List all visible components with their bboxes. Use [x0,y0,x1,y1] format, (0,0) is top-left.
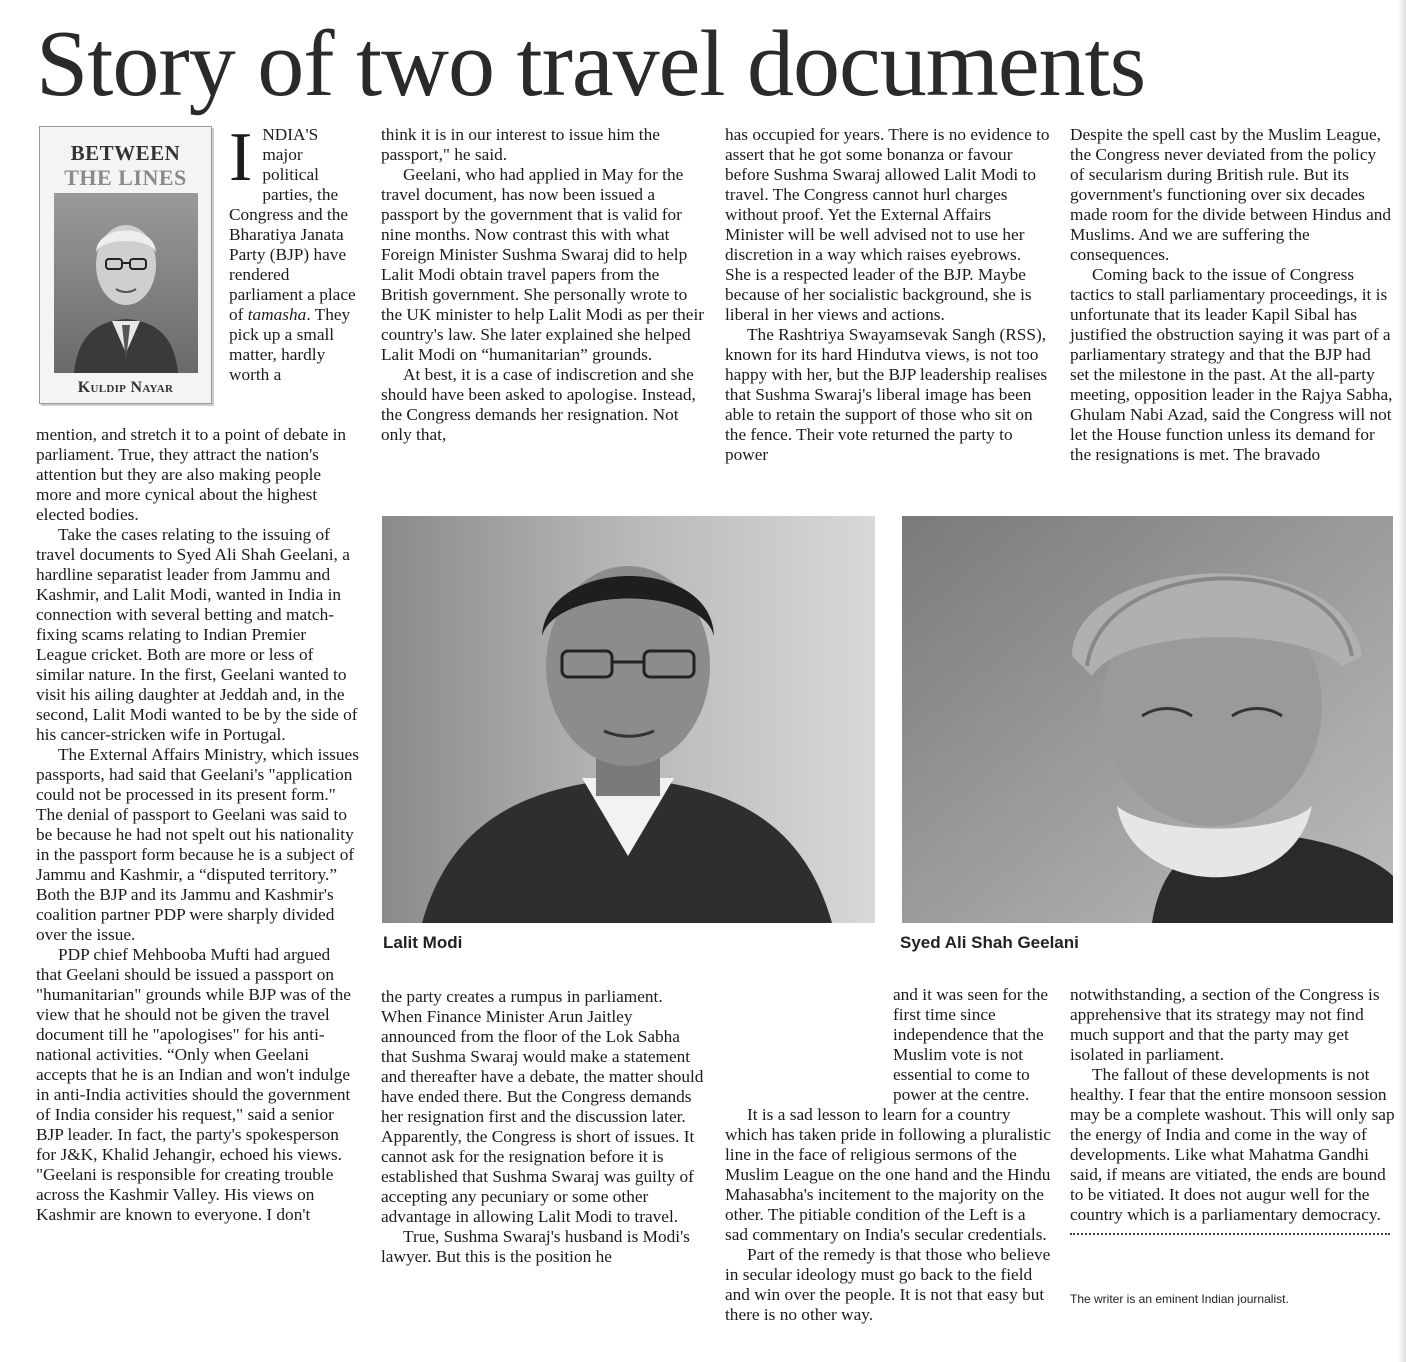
paragraph: the party creates a rumpus in parliament. When Finance Minister Arun Jaitley announced from the floor of the Lok Sabha that Sushma Swaraj would make a statement and thereafter have a debate, the matter should have ended there. But the Congress demands her resignation first and the discussion later. Apparently, the Congress is short of issues. It cannot ask for the resignation before it is established that Sushma Swaraj was guilty of accepting any pecuniary or some other advantage in allowing Lalit Modi to travel. [381,987,704,1226]
drop-cap: I [229,119,253,196]
writer-note: The writer is an eminent Indian journalist. [1070,1292,1289,1306]
article-col1-bottom [36,425,360,1225]
article-lead-text-end: . They pick up a small matter, hardly worth a [229,305,351,384]
paragraph: Coming back to the issue of Congress tactics to stall parliamentary proceedings, it is unfortunate that its leader Kapil Sibal has justified the obstruction saying it was part of a parliamentary strategy and that the BJP had set the milestone in the past. At the all-party meeting, opposition leader in the Rajya Sabha, Ghulam Nabi Azad, said the Congress will not let the House function unless its demand for the resignations is met. The bravado [1070,265,1393,464]
end-divider [1070,1233,1390,1235]
paragraph: The fallout of these developments is not healthy. I fear that the entire monsoon session may be a complete washout. This will only sap the energy of India and come in the way of developments. Like what Mahatma Gandhi said, if means are vitiated, the ends are bound to be vitiated. It does not augur well for the country which is a parliamentary democracy. [1070,1065,1395,1224]
article-lead-emphasis: tamasha [247,305,307,324]
headline: Story of two travel documents [36,12,1146,116]
paragraph: and it was seen for the first time since independence that the Muslim vote is not essential to come to power at the centre. [893,985,1048,1104]
paragraph: The Rashtriya Swayamsevak Sangh (RSS), known for its hard Hindutva views, is not too happy with her, but the BJP leadership realises that Sushma Swaraj's liberal image has been able to retain the support of those who sit on the fence. Their vote returned the party to power [725,325,1048,464]
geelani-photo [902,516,1393,923]
article-col1-top [229,119,357,385]
paragraph: Part of the remedy is that those who believe in secular ideology must go back to the field and win over the people. It is not that easy but there is no other way. [725,1245,1051,1324]
paragraph: mention, and stretch it to a point of debate in parliament. True, they attract the nation's attention but they are also making people more and more cynical about the highest elected bodies. [36,425,347,524]
paragraph: Geelani, who had applied in May for the travel document, has now been issued a passport by the government that is valid for nine months. Now contrast this with what Foreign Minister Sushma Swaraj did to help Lalit Modi obtain travel papers from the British government. She personally wrote to the UK minister to help Lalit Modi as per their country's law. She later explained she helped Lalit Modi on “humanitarian” grounds. [381,165,704,364]
column-title-line1: BETWEEN [70,141,181,165]
paragraph: It is a sad lesson to learn for a country which has taken pride in following a pluralistic line in the face of religious sermons of the Muslim League on the one hand and the Hindu Mahasabha's incitement to the majority on the other. The pitiable condition of the Left is a sad commentary on India's secular credentials. [725,1105,1051,1244]
paragraph: Take the cases relating to the issuing of travel documents to Syed Ali Shah Geelani, a hardline separatist leader from Jammu and Kashmir, and Lalit Modi, wanted in India in connection with several betting and match-fixing scams relating to Indian Premier League cricket. Both are more or less of similar nature. In the first, Geelani wanted to visit his ailing daughter at Jeddah and, in the second, Lalit Modi wanted to be by the side of his cancer-stricken wife in Portugal. [36,525,358,744]
paragraph: has occupied for years. There is no evidence to assert that he got some bonanza or favour before Sushma Swaraj allowed Lalit Modi to travel. The Congress cannot hurl charges without proof. Yet the External Affairs Minister will be well advised not to use her discretion in a way which raises eyebrows. She is a respected leader of the BJP. Maybe because of her socialistic background, she is liberal in her views and actions. [725,125,1050,324]
paragraph: PDP chief Mehbooba Mufti had argued that Geelani should be issued a passport on "humanitarian" grounds while BJP was of the view that he should not be given the travel document till he "apologises" for his anti-national activities. “Only when Geelani accepts that he is an Indian and won't indulge in anti-India activities should the government of India consider his request," said a senior BJP leader. In fact, the party's spokesperson for J&K, Khalid Jehangir, echoed his views. "Geelani is responsible for creating trouble across the Kashmir Valley. His views on Kashmir are known to everyone. I don't [36,945,351,1224]
paragraph: The External Affairs Ministry, which issues passports, had said that Geelani's "application could not be processed in its present form." The denial of passport to Geelani was said to be because he had not spelt out his nationality in the passport form because he is a subject of Jammu and Kashmir, a “disputed territory.” Both the BJP and its Jammu and Kashmir's coalition partner PDP were sharply divided over the issue. [36,745,359,944]
geelani-caption: Syed Ali Shah Geelani [900,933,1079,952]
paragraph: Despite the spell cast by the Muslim League, the Congress never deviated from the policy of secularism during British rule. But its government's functioning over six decades made room for the divide between Hindus and Muslims. And we are suffering the consequences. [1070,125,1392,264]
paragraph: At best, it is a case of indiscretion and she should have been asked to apologise. Instead, the Congress demands her resignation. Not only that, [381,365,696,444]
paragraph: notwithstanding, a section of the Congress is apprehensive that its strategy may not find much support and that the party may get isolated in parliament. [1070,985,1380,1064]
article-col3-top [725,125,1051,465]
paragraph: True, Sushma Swaraj's husband is Modi's lawyer. But this is the position he [381,1227,690,1266]
column-logo-box [39,126,212,404]
article-col4-top [1070,125,1394,465]
article-col3-bottom [725,985,1051,1325]
article-lead-text: NDIA'S major political parties, the Congress and the Bharatiya Janata Party (BJP) have rendered parliament a place of [229,125,356,324]
page-edge [1398,0,1406,1362]
author-portrait [54,193,198,373]
article-col2-top [381,125,705,445]
article-col4-bottom [1070,985,1396,1235]
column-author-byline: Kuldip Nayar [77,379,174,396]
article-col2-bottom [381,987,705,1267]
lalit-modi-caption: Lalit Modi [383,933,463,952]
column-title-line2: THE LINES [64,165,187,190]
paragraph: think it is in our interest to issue him the passport," he said. [381,125,660,164]
lalit-modi-photo [382,516,875,923]
